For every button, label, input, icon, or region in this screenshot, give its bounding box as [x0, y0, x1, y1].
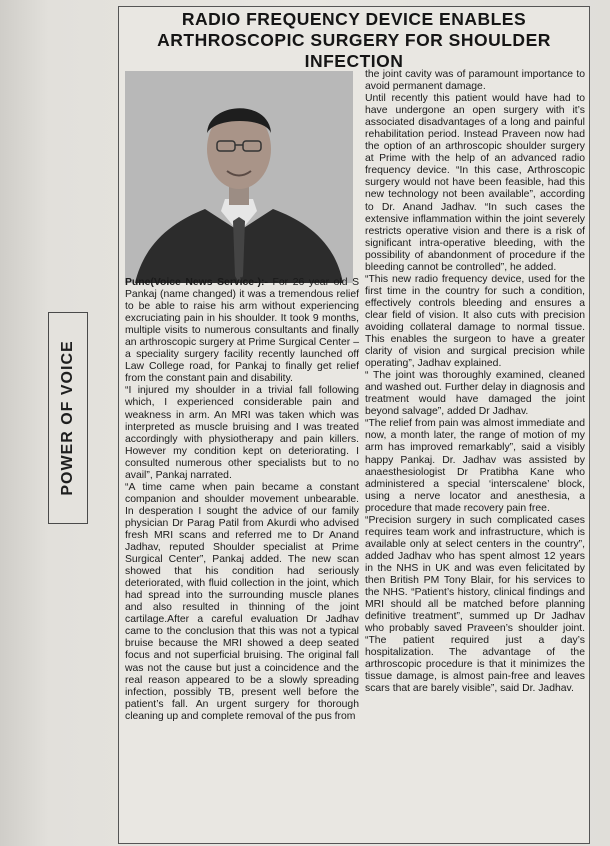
paragraph — [125, 277, 359, 385]
headline: RADIO FREQUENCY DEVICE ENABLES ARTHROSCOPIC SURGERY FOR SHOULDER INFECTION — [157, 9, 551, 71]
paragraph: “This new radio frequency device, used for the first time in the country for such a condition, effectively controls bleeding and ensures a clear field of vision. It also cuts with precision avoiding collateral damage to normal tissue. This enables the surgeon to have a greater clarity of vision and surgical precision while operating”, Jadhav explained. — [365, 273, 585, 370]
portrait-photo — [125, 71, 353, 283]
paragraph: “The relief from pain was almost immediate and now, a month later, the range of motion of my arm has improved remarkably”, said a visibly happy Pankaj. Dr. Jadhav was assisted by anaesthesiologist Dr Pratibha Kane who administered a special ‘interscalene’ block, using a nerve locator and anesthesia, a procedure that made recovery pain free. — [365, 418, 585, 514]
paragraph: “ The joint was thoroughly examined, cleaned and washed out. Further delay in diagnosis and treatment would have damaged the joint beyond salvage”, added Dr Jadhav. — [365, 370, 585, 418]
paragraph: “Precision surgery in such complicated cases requires team work and infrastructure, which is available only at select centers in the country”, added Jadhav who has spent almost 12 years in the NHS in UK and was even felicitated by then British PM Tony Blair, for his services to the NHS. “Patient’s history, clinical findings and MRI should all be matched before planning definitive treatment”, summed up Dr Jadhav who probably saved Praveen’s shoulder joint. “The patient required just a day’s hospitalization. The advantage of the arthroscopic procedure is that it minimizes the tissue damage, is almost pain-free and leaves scars that are barely visible”, said Dr. Jadhav. — [365, 514, 585, 695]
section-label: POWER OF VOICE — [59, 340, 76, 496]
left-column — [125, 277, 359, 723]
article — [118, 6, 590, 844]
paragraph: the joint cavity was of paramount importance to avoid permanent damage. — [365, 69, 585, 93]
paragraph: “A time came when pain became a constant companion and shoulder movement unbearable. In desperation I sought the advice of our family physician Dr Parag Patil from Akurdi who advised fresh MRI scans and referred me to Dr Anand Jadhav, reputed Shoulder specialist at Prime Surgical Center”, Pankaj added. The new scan showed that his condition had seriously deteriorated, with fluid collection in the joint, which had spread into the surrounding muscle planes and also resulted in thinning of the joint cartilage.After a careful evaluation Dr Jadhav came to the conclusion that this was not a typical bruise because the MRI showed a deep seated focus and not superficial bruising. The original fall was not the cause but just a coincidence and the real reason appeared to be a slowly spreading infection, possibly TB, present well before the patient’s fall. An urgent surgery for thorough cleaning up and complete removal of the pus from — [125, 481, 359, 722]
dateline: Pune(Voice News Service-):- — [125, 277, 268, 288]
portrait-illustration — [125, 71, 353, 283]
margin-strip — [0, 0, 112, 846]
paragraph: “I injured my shoulder in a trivial fall following which, I experienced considerable pain and weakness in arm. An MRI was taken which was interpreted as muscle bruising and I was treated accordingly with physiotherapy and pain killers. However my condition kept on deteriorating. I consulted numerous other specialists but to no avail”, Pankaj narrated. — [125, 385, 359, 481]
paragraph: Until recently this patient would have had to have undergone an open surgery with it’s associated disadvantages of a long and painful rehabilitation period. Instead Praveen now had the option of an arthroscopic shoulder surgery at Prime with the help of an advanced radio frequency device. “In this case, Arthroscopic surgery would not have been feasible, had this new technology not been available”, according to Dr. Anand Jadhav. “In such cases the extensive inflammation within the joint severely restricts operative vision and there is a risk of significant intra-operative bleeding, with the possibility of abandonment of procedure if the bleeding cannot be controlled”, he added. — [365, 93, 585, 273]
right-column — [365, 69, 585, 695]
section-box — [48, 312, 88, 524]
paragraph-text: For 26 year old S Pankaj (name changed) it was a tremendous relief to be able to raise his arm without experiencing excruciating pain in his shoulder. It took 9 months, multiple visits to numerous consultants and finally an arthroscopic surgery at Prime Surgical Center – a speciality surgery facility recently launched off Law College road, for Pankaj to finally get relief from the constant pain and disability. — [125, 277, 359, 385]
